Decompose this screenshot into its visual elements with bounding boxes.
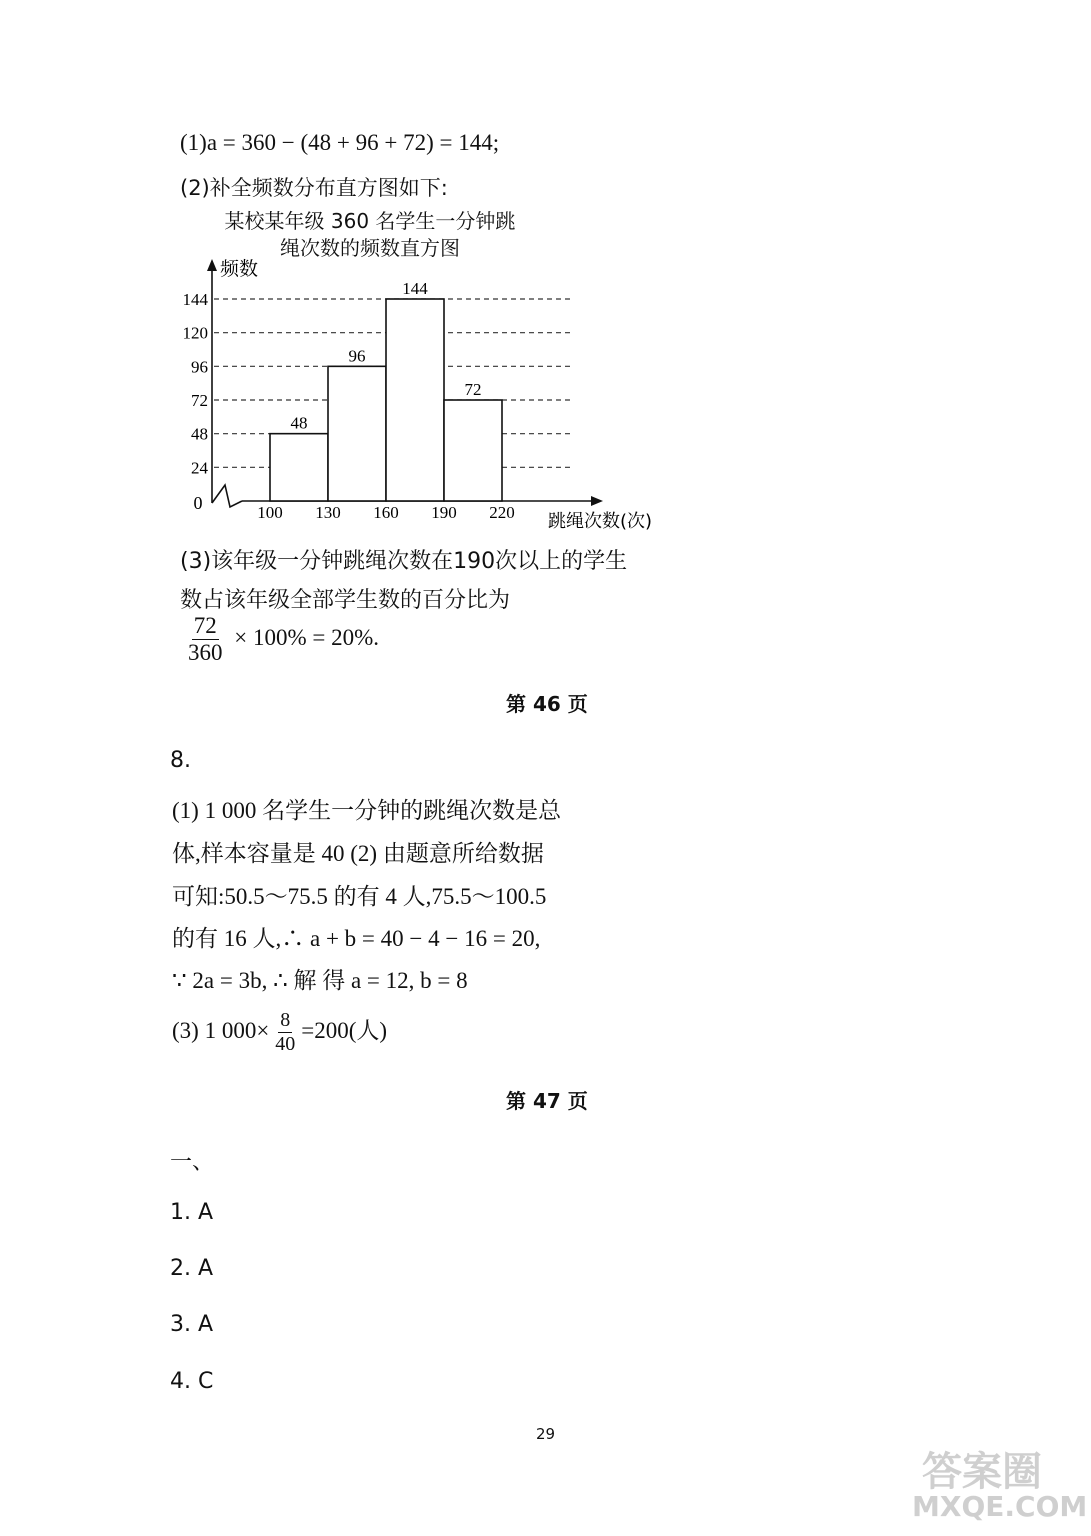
y-axis-label: 频数 [220, 258, 259, 280]
fraction-denominator: 360 [188, 640, 223, 666]
histogram-bar [270, 434, 328, 501]
y-tick-label: 24 [191, 458, 208, 478]
fraction-denominator: 40 [275, 1033, 296, 1055]
answer-item: 1. A [170, 1200, 214, 1225]
bar-value-label: 96 [348, 346, 366, 366]
page-46-heading: 第 46 页 [506, 692, 588, 716]
y-axis-arrow [207, 259, 217, 271]
axis-break-symbol [212, 485, 242, 507]
q8-line-3: 可知:50.5～75.5 的有 4 人,75.5～100.5 [172, 884, 547, 909]
fraction-72-360 [186, 614, 225, 665]
fraction-numerator: 72 [192, 614, 219, 640]
formula-tail: × 100% = 20%. [234, 624, 380, 650]
answer-line-2: (2)补全频数分布直方图如下: [180, 176, 448, 200]
fraction-numerator: 8 [280, 1009, 291, 1031]
q8-line-4: 的有 16 人,∴ a + b = 40 − 4 − 16 = 20, [172, 926, 541, 951]
q8-line-6-suffix: =200(人) [301, 1017, 388, 1043]
fraction-8-40 [273, 1010, 297, 1055]
y-tick-label: 72 [191, 391, 208, 410]
y-tick-label: 96 [191, 357, 208, 377]
q8-line-6 [172, 1010, 387, 1055]
y-tick-label: 120 [182, 323, 208, 343]
answer-3-line-1: (3)该年级一分钟跳绳次数在190次以上的学生 [180, 549, 628, 574]
answer-line-1: (1)a = 360 − (48 + 96 + 72) = 144; [180, 130, 500, 155]
page-number: 29 [536, 1425, 556, 1443]
answer-item: 4. C [170, 1369, 214, 1394]
bar-value-label: 72 [464, 380, 482, 399]
section-one-label: 一、 [170, 1150, 215, 1175]
bar-value-label: 144 [402, 279, 428, 298]
answer-3-line-2: 数占该年级全部学生数的百分比为 [180, 588, 511, 613]
chart-subtitle: 绳次数的频数直方图 [280, 236, 460, 260]
histogram-bar [444, 400, 502, 501]
chart-title: 某校某年级 360 名学生一分钟跳 [224, 209, 516, 233]
q8-line-2: 体,样本容量是 40 (2) 由题意所给数据 [172, 841, 544, 866]
q8-line-6-prefix: (3) 1 000× [172, 1017, 270, 1043]
q8-line-5: ∵ 2a = 3b, ∴ 解 得 a = 12, b = 8 [172, 968, 468, 993]
bar-value-label: 48 [290, 413, 308, 433]
histogram-bar [328, 366, 386, 501]
y-tick-label: 48 [191, 424, 208, 444]
x-axis-label: 跳绳次数(次) [548, 511, 653, 532]
y-tick-label: 144 [182, 290, 208, 309]
answer-3-formula [182, 614, 379, 665]
x-tick-label: 220 [489, 503, 515, 522]
x-tick-label: 190 [431, 503, 457, 522]
watermark-site: MXQE.COM [912, 1490, 1088, 1523]
x-axis-arrow [591, 496, 603, 506]
origin-label: 0 [193, 493, 203, 513]
histogram-bar [386, 299, 444, 501]
answer-item: 2. A [170, 1256, 214, 1281]
answer-item: 3. A [170, 1312, 214, 1337]
x-tick-label: 100 [257, 503, 283, 522]
q8-line-1: (1) 1 000 名学生一分钟的跳绳次数是总 [172, 798, 562, 823]
histogram-chart [170, 255, 680, 535]
x-tick-label: 160 [373, 503, 399, 522]
page-47-heading: 第 47 页 [506, 1089, 588, 1113]
question-8-number: 8. [170, 748, 191, 773]
x-tick-label: 130 [315, 503, 341, 522]
watermark-logo: 答案圈 [922, 1449, 1042, 1495]
